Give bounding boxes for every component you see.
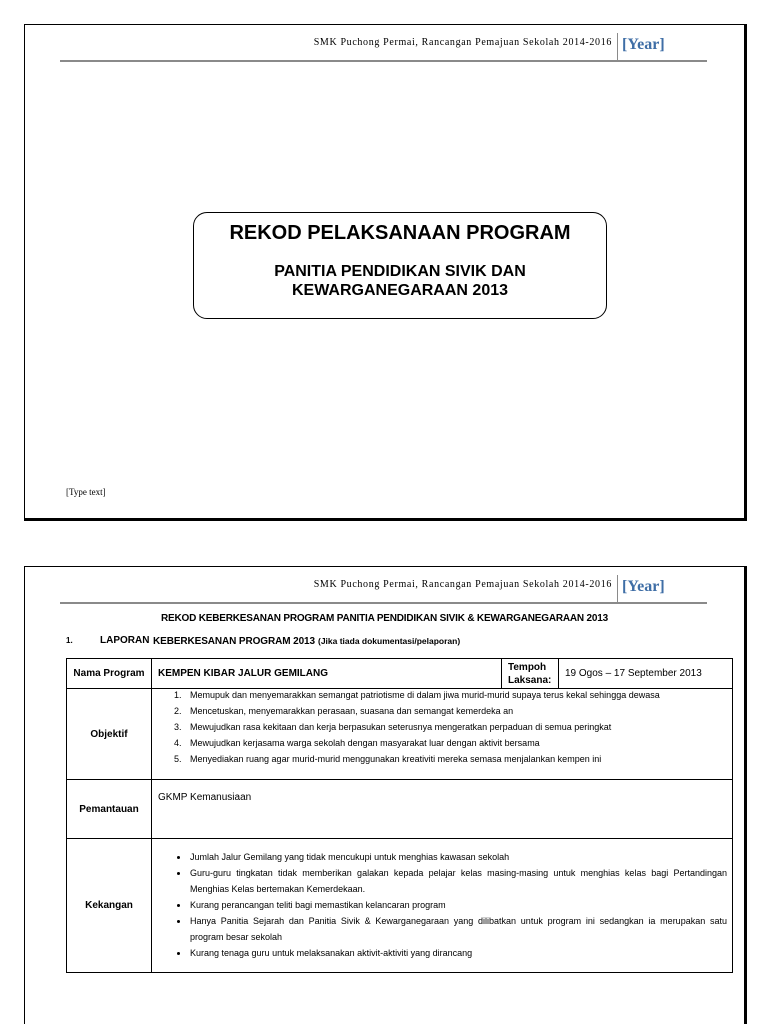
program-name-cell: KEMPEN KIBAR JALUR GEMILANG	[152, 659, 502, 689]
bullet-icon	[177, 856, 180, 859]
header-separator	[617, 575, 618, 602]
list-item-number: 5.	[174, 754, 182, 764]
table-row-pemantauan	[67, 780, 733, 839]
header-separator	[617, 33, 618, 60]
list-item-number: 4.	[174, 738, 182, 748]
list-item-number: 1.	[174, 690, 182, 700]
list-item-text: Mewujudkan kerjasama warga sekolah dengan masyarakat luar dengan aktivit bersama	[190, 738, 540, 748]
objektif-list-cell	[152, 689, 733, 780]
duration-value-cell: 19 Ogos – 17 September 2013	[559, 659, 733, 689]
list-item	[190, 945, 727, 961]
cover-subtitle-line: PANITIA PENDIDIKAN SIVIK DAN	[274, 263, 526, 280]
cover-subtitle	[194, 262, 606, 300]
table-row-kekangan	[67, 839, 733, 973]
header-year-placeholder: [Year]	[622, 36, 665, 53]
list-item-text: program besar sekolah	[190, 932, 283, 942]
list-item	[190, 865, 727, 897]
list-item	[174, 751, 727, 767]
list-item-text: Guru-guru tingkatan tidak memberikan galakan kepada pelajar kelas masing-masing untuk menghias kelas bagi Pertandingan	[190, 868, 727, 878]
bullet-icon	[177, 872, 180, 875]
list-item-text: Kurang perancangan teliti bagi memastikan kelancaran program	[190, 900, 446, 910]
list-item-text: Mewujudkan rasa kekitaan dan kerja berpasukan seterusnya mengeratkan perpaduan di semua peringkat	[190, 722, 612, 732]
report-title: REKOD KEBERKESANAN PROGRAM PANITIA PENDIDIKAN SIVIK & KEWARGANEGARAAN 2013	[161, 613, 608, 624]
header-school-text: SMK Puchong Permai, Rancangan Pemajuan Sekolah 2014-2016	[313, 37, 612, 48]
list-item-text: Memupuk dan menyemarakkan semangat patriotisme di dalam jiwa murid-murid supaya terus kekal sehingga dewasa	[190, 690, 660, 700]
document-page-cover	[24, 24, 747, 521]
list-item-text: Menyediakan ruang agar murid-murid menggunakan kreativiti mereka semasa menjalankan kempen ini	[190, 754, 602, 764]
list-item	[174, 719, 727, 735]
header-rule	[60, 60, 707, 62]
pemantauan-label-cell: Pemantauan	[67, 780, 152, 839]
program-label-cell: Nama Program	[67, 659, 152, 689]
objektif-list	[174, 687, 727, 767]
cover-title-box	[193, 212, 607, 319]
list-item	[190, 897, 727, 913]
bullet-icon	[177, 904, 180, 907]
header-year-placeholder: [Year]	[622, 578, 665, 595]
objektif-label-cell: Objektif	[67, 689, 152, 780]
pemantauan-value-cell: GKMP Kemanusiaan	[152, 780, 733, 839]
list-item	[174, 687, 727, 703]
bullet-icon	[177, 920, 180, 923]
list-item-number: 3.	[174, 722, 182, 732]
section-heading	[153, 635, 460, 648]
duration-label-cell: Tempoh Laksana:	[502, 659, 559, 689]
cover-subtitle-line: KEWARGANEGARAAN 2013	[291, 282, 509, 299]
section-number: 1.	[66, 636, 73, 645]
header-school-text: SMK Puchong Permai, Rancangan Pemajuan Sekolah 2014-2016	[313, 579, 612, 590]
kekangan-label-cell: Kekangan	[67, 839, 152, 973]
bullet-icon	[177, 952, 180, 955]
header-rule	[60, 602, 707, 604]
section-title: KEBERKESANAN PROGRAM 2013	[153, 636, 315, 647]
section-note: (Jika tiada dokumentasi/pelaporan)	[317, 636, 461, 646]
list-item-text: Jumlah Jalur Gemilang yang tidak mencukupi untuk menghias kawasan sekolah	[190, 852, 510, 862]
cover-title: REKOD PELAKSANAAN PROGRAM	[229, 222, 571, 244]
kekangan-list-cell	[152, 839, 733, 973]
list-item-text: Kurang tenaga guru untuk melaksanakan aktivit-aktiviti yang dirancang	[190, 948, 473, 958]
list-item-text: Mencetuskan, menyemarakkan perasaan, suasana dan semangat kemerdeka an	[190, 706, 514, 716]
document-page-report	[24, 566, 747, 1024]
list-item	[174, 703, 727, 719]
list-item-text: Menghias Kelas bertemakan Kemerdekaan.	[190, 884, 366, 894]
list-item	[190, 849, 727, 865]
section-label: LAPORAN	[100, 635, 150, 646]
footer-placeholder: [Type text]	[66, 487, 106, 497]
list-item-text: Hanya Panitia Sejarah dan Panitia Sivik & Kewarganegaraan yang dilibatkan untuk program ini sedangkan ia merupakan satu	[190, 916, 727, 926]
list-item	[174, 735, 727, 751]
program-report-table	[66, 658, 733, 973]
table-row-program	[67, 659, 733, 689]
list-item	[190, 913, 727, 945]
table-row-objektif	[67, 689, 733, 780]
list-item-number: 2.	[174, 706, 182, 716]
